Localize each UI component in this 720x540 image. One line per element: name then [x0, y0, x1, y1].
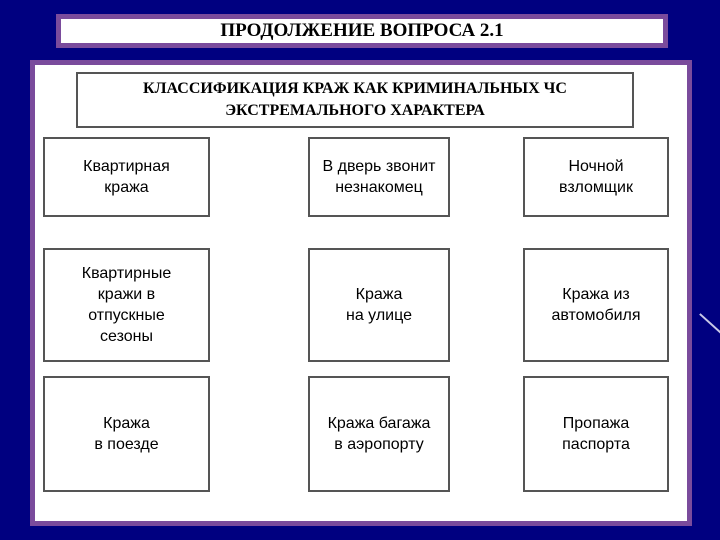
category-train-theft: Кража в поезде — [43, 376, 210, 492]
category-night-burglar: Ночной взломщик — [523, 137, 669, 217]
decorative-line — [699, 313, 720, 334]
classification-header — [76, 72, 634, 128]
category-lost-passport: Пропажа паспорта — [523, 376, 669, 492]
category-vacation-season-thefts: Квартирные кражи в отпускные сезоны — [43, 248, 210, 362]
category-car-theft: Кража из автомобиля — [523, 248, 669, 362]
content-panel — [30, 60, 692, 526]
slide-title-text: ПРОДОЛЖЕНИЕ ВОПРОСА 2.1 — [220, 20, 504, 41]
header-line-2: ЭКСТРЕМАЛЬНОГО ХАРАКТЕРА — [225, 102, 485, 119]
category-stranger-at-door: В дверь звонит незнакомец — [308, 137, 450, 217]
header-line-1: КЛАССИФИКАЦИЯ КРАЖ КАК КРИМИНАЛЬНЫХ ЧС — [143, 80, 567, 97]
category-airport-luggage-theft: Кража багажа в аэропорту — [308, 376, 450, 492]
category-apartment-theft: Квартирная кража — [43, 137, 210, 217]
slide-title — [56, 14, 668, 48]
category-street-theft: Кража на улице — [308, 248, 450, 362]
